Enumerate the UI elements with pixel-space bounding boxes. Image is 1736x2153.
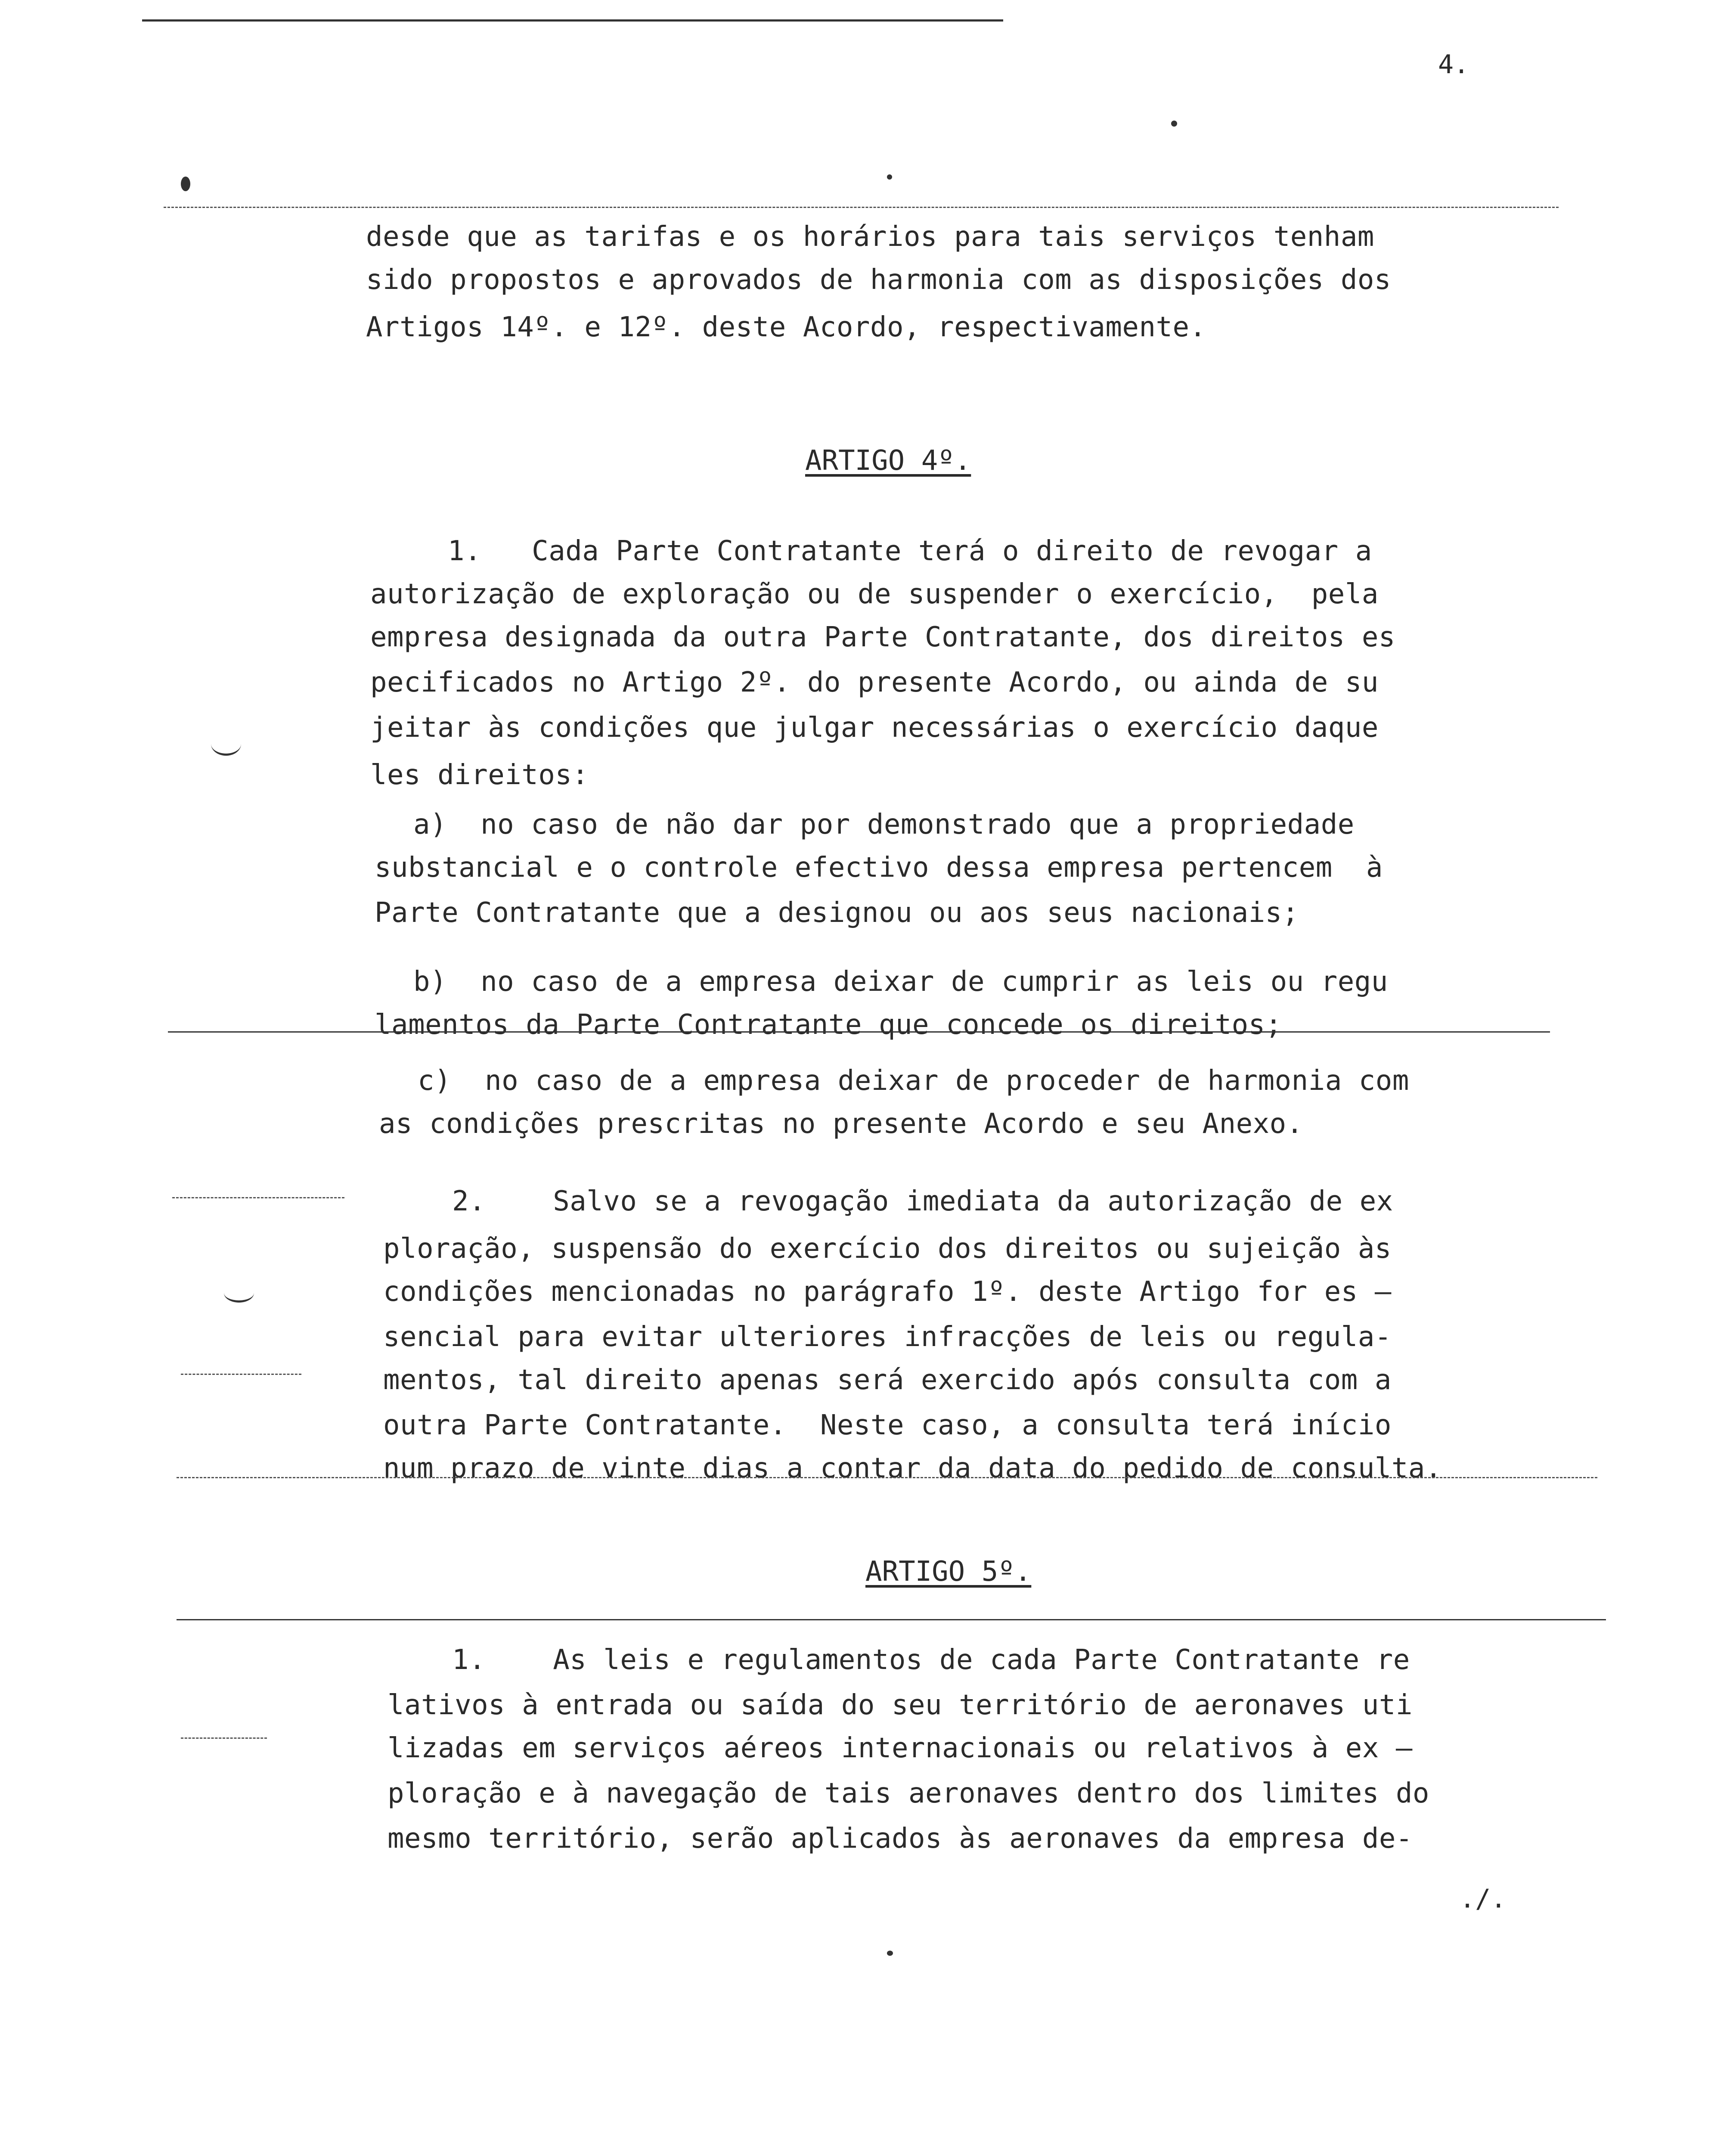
artigo-4-item-c-line: c) no caso de a empresa deixar de proceder de harmonia com <box>418 1065 1409 1097</box>
section-divider-rule <box>177 1619 1606 1620</box>
margin-line-item-b <box>168 1031 1550 1033</box>
artigo-4-para1-line: empresa designada da outra Parte Contratante, dos direitos es <box>370 621 1395 653</box>
artigo-5-para1-line: lizadas em serviços aéreos internacionais ou relativos à ex — <box>388 1732 1413 1764</box>
scan-speck <box>887 1951 893 1956</box>
continuation-marker: ./. <box>1460 1884 1507 1914</box>
artigo-4-para2-line: sencial para evitar ulteriores infracções de leis ou regula- <box>383 1321 1392 1353</box>
artigo-5-para1-line: lativos à entrada ou saída do seu território de aeronaves uti <box>388 1689 1413 1721</box>
page-number-marker: 4. <box>1438 50 1469 80</box>
artigo-5-heading: ARTIGO 5º. <box>865 1556 1032 1588</box>
scan-mark <box>224 1283 254 1303</box>
artigo-5-para1-line: mesmo território, serão aplicados às aeronaves da empresa de- <box>388 1823 1413 1855</box>
top-edge-rule <box>142 19 1003 22</box>
artigo-4-para2-line: 2. Salvo se a revogação imediata da autorização de ex <box>452 1185 1393 1217</box>
artigo-4-item-a-line: substancial e o controle efectivo dessa empresa pertencem à <box>375 852 1383 884</box>
artigo-4-item-a-line: Parte Contratante que a designou ou aos seus nacionais; <box>375 897 1299 929</box>
artigo-4-para1-line: les direitos: <box>370 759 589 791</box>
scan-speck <box>1171 121 1177 127</box>
margin-line-para2 <box>177 1477 1597 1478</box>
artigo-4-heading: ARTIGO 4º. <box>805 445 971 477</box>
artigo-4-para1-line: 1. Cada Parte Contratante terá o direito de revogar a <box>448 535 1372 567</box>
left-margin-dash <box>181 1737 267 1739</box>
artigo-4-para1-line: pecificados no Artigo 2º. do presente Acordo, ou ainda de su <box>370 667 1379 698</box>
top-dashed-rule <box>164 207 1559 208</box>
artigo-4-item-a-line: a) no caso de não dar por demonstrado que a propriedade <box>413 809 1355 841</box>
artigo-5-para1-line: ploração e à navegação de tais aeronaves dentro dos limites do <box>388 1778 1429 1809</box>
artigo-4-item-c-line: as condições prescritas no presente Acordo e seu Anexo. <box>379 1108 1303 1140</box>
artigo-4-para1-line: autorização de exploração ou de suspender o exercício, pela <box>370 578 1379 610</box>
artigo-4-para2-line: num prazo de vinte dias a contar da data do pedido de consulta. <box>383 1452 1442 1484</box>
left-margin-dash <box>172 1197 344 1198</box>
left-margin-dash <box>181 1374 301 1375</box>
scan-speck <box>887 174 892 180</box>
intro-line: desde que as tarifas e os horários para tais serviços tenham <box>366 221 1374 253</box>
artigo-4-item-b-line: b) no caso de a empresa deixar de cumprir as leis ou regu <box>413 966 1388 998</box>
artigo-4-para2-line: condições mencionadas no parágrafo 1º. deste Artigo for es — <box>383 1276 1392 1308</box>
artigo-4-para2-line: mentos, tal direito apenas será exercido após consulta com a <box>383 1364 1392 1396</box>
artigo-4-para2-line: outra Parte Contratante. Neste caso, a consulta terá início <box>383 1409 1392 1441</box>
artigo-4-para2-line: ploração, suspensão do exercício dos direitos ou sujeição às <box>383 1233 1392 1265</box>
artigo-4-para1-line: jeitar às condições que julgar necessárias o exercício daque <box>370 712 1379 744</box>
scan-mark <box>211 732 241 756</box>
artigo-4-item-b-line: lamentos da Parte Contratante que concede os direitos; <box>375 1009 1282 1041</box>
intro-line: sido propostos e aprovados de harmonia com as disposições dos <box>366 264 1391 296</box>
artigo-5-para1-line: 1. As leis e regulamentos de cada Parte Contratante re <box>452 1644 1410 1676</box>
intro-line: Artigos 14º. e 12º. deste Acordo, respectivamente. <box>366 311 1206 343</box>
scan-speck <box>181 177 190 191</box>
